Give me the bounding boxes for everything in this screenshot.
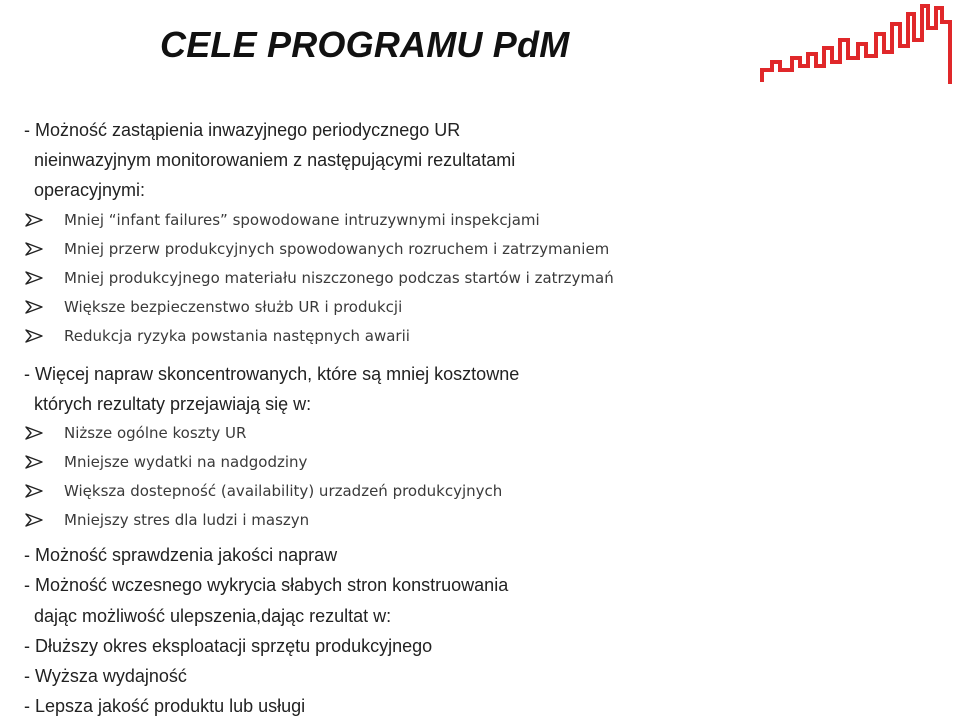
section2-bullet-4: Mniejszy stres dla ludzi i maszyn <box>64 511 310 529</box>
section2-line-1: - Więcej napraw skoncentrowanych, które są mniej kosztowne <box>24 364 520 384</box>
section1-line-3: operacyjnymi: <box>34 180 146 200</box>
slide-title: CELE PROGRAMU PdM <box>160 24 570 65</box>
arrow-bullet-icon <box>23 212 49 228</box>
factory-logo <box>752 0 960 86</box>
section2-line-2: których rezultaty przejawiają się w: <box>34 394 312 414</box>
arrow-bullet-icon <box>23 483 49 499</box>
arrow-bullet-icon <box>23 454 49 470</box>
arrow-bullet-icon <box>23 512 49 528</box>
section3-line-1: - Możność sprawdzenia jakości napraw <box>24 545 338 565</box>
section3-line-5: - Wyższa wydajność <box>24 666 187 686</box>
section1-bullet-3: Mniej produkcyjnego materiału niszczonego podczas startów i zatrzymań <box>64 269 614 287</box>
arrow-bullet-icon <box>23 299 49 315</box>
section1-line-1: - Możność zastąpienia inwazyjnego periodycznego UR <box>24 120 461 140</box>
arrow-bullet-icon <box>23 425 49 441</box>
section2-bullet-3: Większa dostepność (availability) urzadzeń produkcyjnych <box>64 482 503 500</box>
section3-line-4: - Dłuższy okres eksploatacji sprzętu produkcyjnego <box>24 636 433 656</box>
section3-line-3: dając możliwość ulepszenia,dając rezultat w: <box>34 606 392 626</box>
arrow-bullet-icon <box>23 270 49 286</box>
section3-line-2: - Możność wczesnego wykrycia słabych stron konstruowania <box>24 575 509 595</box>
section1-line-2: nieinwazyjnym monitorowaniem z następującymi rezultatami <box>34 150 516 170</box>
section1-bullet-2: Mniej przerw produkcyjnych spowodowanych rozruchem i zatrzymaniem <box>64 240 610 258</box>
section1-bullet-1: Mniej “infant failures” spowodowane intruzywnymi inspekcjami <box>64 211 540 229</box>
arrow-bullet-icon <box>23 328 49 344</box>
section2-bullet-1: Niższe ogólne koszty UR <box>64 424 247 442</box>
section3-line-6: - Lepsza jakość produktu lub usługi <box>24 696 306 716</box>
section1-bullet-4: Większe bezpieczenstwo służb UR i produkcji <box>64 298 403 316</box>
arrow-bullet-icon <box>23 241 49 257</box>
section2-bullet-2: Mniejsze wydatki na nadgodziny <box>64 453 308 471</box>
section1-bullet-5: Redukcja ryzyka powstania następnych awarii <box>64 327 410 345</box>
